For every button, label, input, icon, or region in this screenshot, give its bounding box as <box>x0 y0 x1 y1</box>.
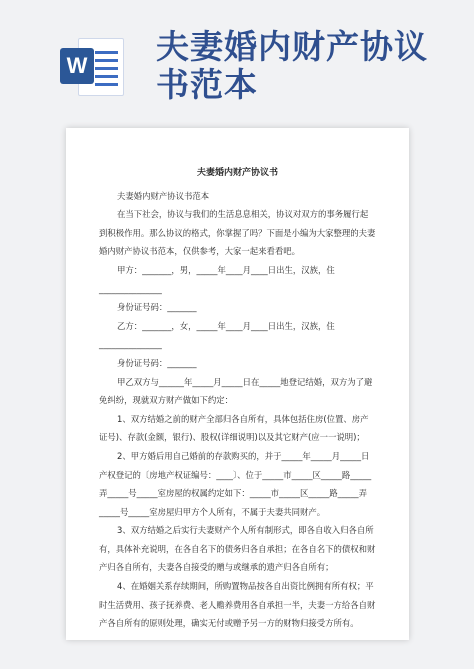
paragraph: 3、双方结婚之后实行夫妻财产个人所有制形式，即各自收入归各自所有，具体补充说明，在各自名下的债务归各自承担；在各自名下的债权和财产归各自所有，夫妻各自接受的赠与或继承的遗产归各自所有； <box>99 525 376 573</box>
paragraph: 夫妻婚内财产协议书范本 <box>117 190 210 201</box>
page-title-line-2: 书范本 <box>156 65 258 104</box>
paragraph: 甲方：_______，男，_____年____月____日出生，汉族，住_______________ <box>99 264 335 294</box>
document-page <box>66 128 409 640</box>
word-icon <box>60 34 124 98</box>
page-title <box>156 28 456 104</box>
document-body <box>99 164 376 633</box>
paragraph: 乙方：_______，女，_____年____月____日出生，汉族，住_______________ <box>99 320 335 350</box>
paragraph: 4、在婚姻关系存续期间，所购置物品按各自出资比例拥有所有权；平时生活费用、孩子抚养费、老人赡养费用各自承担一半，夫妻一方给各自财产各自所有的原则处理，确实无付或赠予另一方的财物归接受方所有。 <box>99 581 376 629</box>
paragraph: 在当下社会，协议与我们的生活息息相关，协议对双方的事务履行起到积极作用。那么协议的格式，你掌握了吗？下面是小编为大家整理的夫妻婚内财产协议书范本，仅供参考，大家一起来看看吧。 <box>99 209 376 257</box>
paragraph: 1、双方结婚之前的财产全部归各自所有，具体包括住房(位置、房产证号)、存款(金额，银行)、股权(详细说明)以及其它财产(应一一说明)； <box>99 413 369 443</box>
paragraph: 2、甲方婚后用自己婚前的存款购买的，并于_____年_____月_____日产权登记的〔房地产权证编号：____〕、位于_____市_____区_____路_____弄_____号_____室房屋的权属约定如下：_____市_____区_____路_____弄_____号_____室房屋归甲方个人所有，不属于夫妻共同财产。 <box>99 450 372 517</box>
page-title-line-1: 夫妻婚内财产协议 <box>156 27 428 66</box>
paragraph: 身份证号码：_______ <box>117 357 197 368</box>
document-title: 夫妻婚内财产协议书 <box>196 168 278 178</box>
paragraph: 身份证号码：_______ <box>117 302 197 313</box>
word-badge: W <box>60 48 94 84</box>
paragraph: 甲乙双方与______年_____月_____日在_____地登记结婚，双方为了避免纠纷，现就双方财产做如下约定： <box>99 376 373 406</box>
